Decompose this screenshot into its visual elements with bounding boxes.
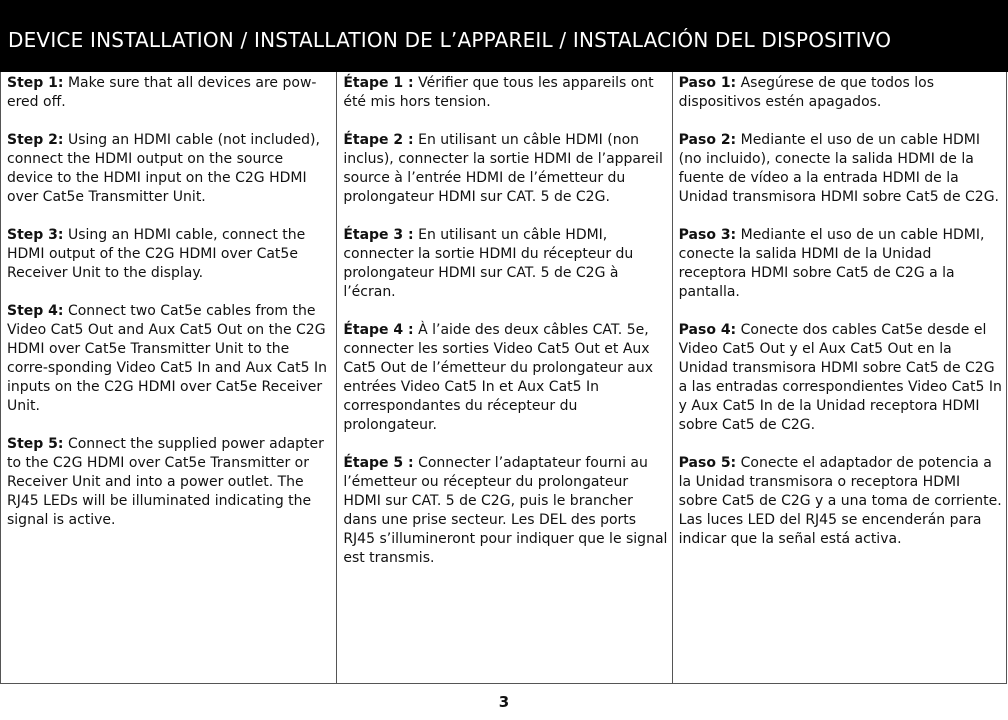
step-3-es [679, 226, 1002, 302]
step-5-es [679, 454, 1002, 549]
step-label: Paso 3: [678, 227, 737, 243]
step-2-es [679, 131, 1002, 207]
step-text: Using an HDMI cable (not included), connect the HDMI output on the source device to the HDMI input on the C2G HDMI over Cat5e Transmitter Unit. [7, 132, 320, 205]
step-text: Mediante el uso de un cable HDMI (no incluido), conecte la salida HDMI de la fuente de vídeo a la entrada HDMI de la Unidad transmisora HDMI sobre Cat5 de C2G. [678, 132, 999, 205]
step-label: Step 3: [7, 227, 64, 243]
step-4-fr [343, 321, 667, 435]
step-text: Mediante el uso de un cable HDMI, conecte la salida HDMI de la Unidad receptora HDMI sobre Cat5 de C2G a la pantalla. [678, 227, 985, 300]
step-label: Étape 2 : [343, 132, 414, 148]
step-text: Asegúrese de que todos los dispositivos estén apagados. [678, 75, 935, 110]
step-1-fr [343, 74, 667, 112]
step-text: En utilisant un câble HDMI, connecter la sortie HDMI du récepteur du prolongateur HDMI sur CAT. 5 de C2G à l’écran. [343, 227, 634, 300]
page-title [8, 28, 891, 52]
step-text: Vérifier que tous les appareils ont été mis hors tension. [343, 75, 654, 110]
step-text: Connect two Cat5e cables from the Video Cat5 Out and Aux Cat5 Out on the C2G HDMI over Cat5e Transmitter Unit to the corre-sponding Video Cat5 In and Aux Cat5 In inputs on the C2G HDMI over Cat5e Receiver Unit. [7, 303, 327, 414]
step-text: Make sure that all devices are pow-ered off. [7, 75, 317, 110]
step-4-en [7, 302, 332, 416]
instruction-columns [0, 72, 1007, 684]
step-label: Étape 1 : [343, 75, 414, 91]
column-french [336, 72, 671, 683]
step-4-es [679, 321, 1002, 435]
column-spanish [672, 72, 1006, 683]
step-3-en [7, 226, 332, 283]
step-label: Paso 2: [678, 132, 737, 148]
step-text: Connect the supplied power adapter to the C2G HDMI over Cat5e Transmitter or Receiver Unit and into a power outlet. The RJ45 LEDs will be illuminated indicating the signal is active. [7, 436, 324, 528]
column-english [1, 72, 336, 683]
step-text: En utilisant un câble HDMI (non inclus), connecter la sortie HDMI de l’appareil source à l’entrée HDMI de l’émetteur du prolongateur HDMI sur CAT. 5 de C2G. [343, 132, 663, 205]
step-2-en [7, 131, 332, 207]
step-label: Étape 4 : [343, 322, 414, 338]
step-text: À l’aide des deux câbles CAT. 5e, connecter les sorties Video Cat5 Out et Aux Cat5 Out de l’émetteur du prolongateur aux entrées Video Cat5 In et Aux Cat5 In correspondantes du récepteur du prolongateur. [343, 322, 654, 433]
step-text: Conecte el adaptador de potencia a la Unidad transmisora o receptora HDMI sobre Cat5 de C2G y a una toma de corriente. Las luces LED del RJ45 se encenderán para indicar que la señal está activa. [678, 455, 1002, 547]
step-5-fr [343, 454, 667, 568]
step-label: Paso 5: [678, 455, 737, 471]
step-label: Step 5: [7, 436, 64, 452]
step-3-fr [343, 226, 667, 302]
step-1-es [679, 74, 1002, 112]
header-bar [0, 0, 1008, 72]
step-text: Connecter l’adaptateur fourni au l’émetteur ou récepteur du prolongateur HDMI sur CAT. 5 de C2G, puis le brancher dans une prise secteur. Les DEL des ports RJ45 s’illumineront pour indiquer que le signal est transmis. [343, 455, 668, 566]
step-label: Étape 5 : [343, 455, 414, 471]
step-2-fr [343, 131, 667, 207]
step-label: Étape 3 : [343, 227, 414, 243]
step-5-en [7, 435, 332, 530]
step-1-en [7, 74, 332, 112]
step-label: Paso 1: [678, 75, 737, 91]
step-label: Step 2: [7, 132, 64, 148]
page-title-text: DEVICE INSTALLATION / INSTALLATION DE L’APPAREIL / INSTALACIÓN DEL DISPOSITIVO [8, 28, 892, 52]
step-text: Using an HDMI cable, connect the HDMI output of the C2G HDMI over Cat5e Receiver Unit to the display. [7, 227, 306, 281]
step-label: Paso 4: [678, 322, 737, 338]
step-label: Step 4: [7, 303, 64, 319]
step-text: Conecte dos cables Cat5e desde el Video Cat5 Out y el Aux Cat5 Out en la Unidad transmisora HDMI sobre Cat5 de C2G a las entradas correspondientes Video Cat5 In y Aux Cat5 In de la Unidad receptora HDMI sobre Cat5 de C2G. [678, 322, 1002, 433]
step-label: Step 1: [7, 75, 64, 91]
page-number: 3 [498, 693, 510, 711]
